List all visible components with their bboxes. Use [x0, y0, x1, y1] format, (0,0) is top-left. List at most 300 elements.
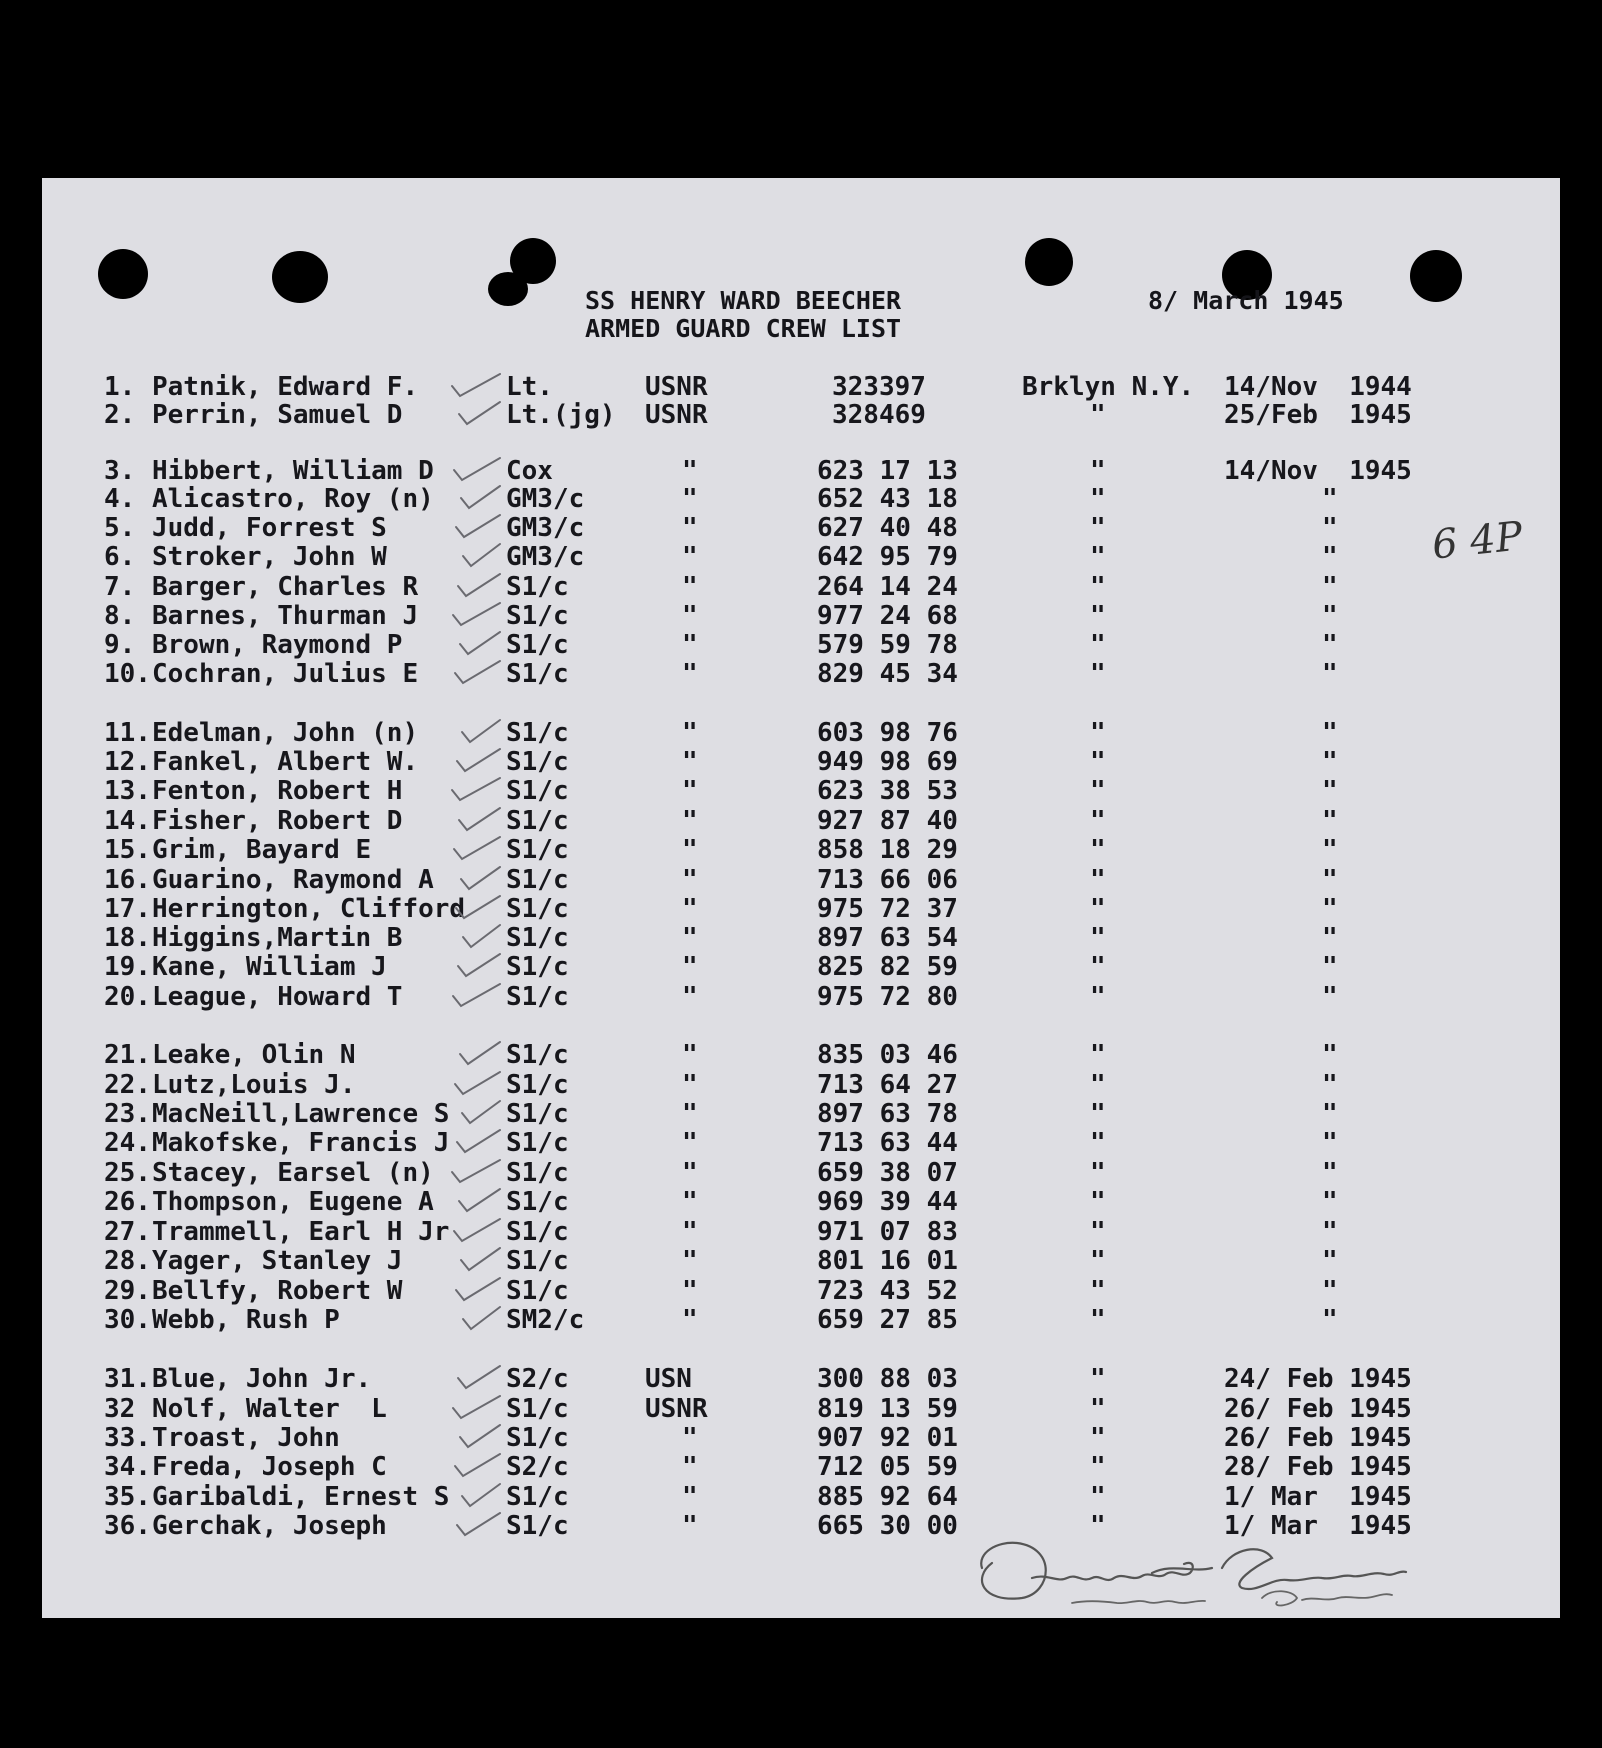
crew-date: 14/Nov 1944 [1224, 372, 1412, 402]
crew-service: " [682, 1452, 698, 1482]
row-number: 9. [104, 630, 136, 660]
crew-rate: GM3/c [506, 542, 585, 572]
crew-name: Patnik, Edward F. [152, 372, 419, 402]
crew-serial: 264 14 24 [817, 572, 958, 602]
row-number: 21. [104, 1040, 151, 1070]
crew-date: " [1322, 1040, 1338, 1070]
crew-serial: 897 63 54 [817, 923, 958, 953]
crew-row [42, 718, 1560, 748]
crew-date: 1/ Mar 1945 [1224, 1511, 1412, 1541]
check-mark-icon [432, 865, 522, 895]
crew-serial: 323397 [832, 372, 926, 402]
check-mark-icon [432, 1511, 522, 1541]
crew-serial: 713 66 06 [817, 865, 958, 895]
check-mark-icon [432, 718, 522, 748]
check-mark-icon [432, 1070, 522, 1100]
crew-home: " [1090, 1364, 1106, 1394]
crew-name: Gerchak, Joseph [152, 1511, 387, 1541]
crew-row [42, 1099, 1560, 1129]
crew-service: " [682, 456, 698, 486]
crew-row [42, 513, 1560, 543]
crew-row [42, 601, 1560, 631]
crew-serial: 829 45 34 [817, 659, 958, 689]
crew-date: " [1322, 513, 1338, 543]
ship-title: SS HENRY WARD BEECHER [585, 286, 902, 315]
crew-name: Webb, Rush P [152, 1305, 340, 1335]
crew-serial: 627 40 48 [817, 513, 958, 543]
crew-serial: 328469 [832, 400, 926, 430]
crew-rate: S1/c [506, 747, 569, 777]
crew-row [42, 835, 1560, 865]
crew-service: USN [645, 1364, 692, 1394]
crew-serial: 623 17 13 [817, 456, 958, 486]
check-mark-icon [432, 776, 522, 806]
row-number: 30. [104, 1305, 151, 1335]
crew-home: " [1090, 659, 1106, 689]
crew-date: " [1322, 1217, 1338, 1247]
check-mark-icon [432, 1187, 522, 1217]
row-number: 18. [104, 923, 151, 953]
crew-serial: 971 07 83 [817, 1217, 958, 1247]
crew-home: " [1090, 747, 1106, 777]
row-number: 22. [104, 1070, 151, 1100]
crew-home: " [1090, 1158, 1106, 1188]
crew-service: " [682, 952, 698, 982]
crew-service: " [682, 747, 698, 777]
check-mark-icon [432, 1305, 522, 1335]
crew-service: " [682, 982, 698, 1012]
crew-service: " [682, 1187, 698, 1217]
crew-serial: 907 92 01 [817, 1423, 958, 1453]
crew-serial: 801 16 01 [817, 1246, 958, 1276]
crew-home: " [1090, 718, 1106, 748]
row-number: 29. [104, 1276, 151, 1306]
row-number: 6. [104, 542, 136, 572]
crew-name: Cochran, Julius E [152, 659, 419, 689]
row-number: 19. [104, 952, 151, 982]
crew-name: Fenton, Robert H [152, 776, 403, 806]
crew-home: " [1090, 1276, 1106, 1306]
crew-serial: 858 18 29 [817, 835, 958, 865]
crew-service: " [682, 513, 698, 543]
check-mark-icon [432, 572, 522, 602]
crew-row [42, 400, 1560, 430]
crew-rate: S1/c [506, 1099, 569, 1129]
crew-name: Trammell, Earl H Jr [152, 1217, 450, 1247]
crew-row [42, 1394, 1560, 1424]
crew-date: 26/ Feb 1945 [1224, 1423, 1412, 1453]
crew-serial: 659 27 85 [817, 1305, 958, 1335]
crew-serial: 975 72 37 [817, 894, 958, 924]
crew-service: " [682, 1423, 698, 1453]
crew-date: " [1322, 747, 1338, 777]
row-number: 11. [104, 718, 151, 748]
check-mark-icon [432, 601, 522, 631]
crew-home: " [1090, 1040, 1106, 1070]
list-title: ARMED GUARD CREW LIST [585, 314, 902, 343]
crew-row [42, 865, 1560, 895]
crew-rate: S1/c [506, 572, 569, 602]
crew-row [42, 456, 1560, 486]
crew-home: " [1090, 1452, 1106, 1482]
crew-rate: S1/c [506, 923, 569, 953]
crew-rate: S1/c [506, 952, 569, 982]
crew-date: " [1322, 923, 1338, 953]
crew-rate: S1/c [506, 718, 569, 748]
check-mark-icon [432, 1217, 522, 1247]
crew-home: " [1090, 806, 1106, 836]
check-mark-icon [432, 1128, 522, 1158]
crew-rate: S1/c [506, 630, 569, 660]
crew-service: " [682, 1128, 698, 1158]
row-number: 12. [104, 747, 151, 777]
crew-date: " [1322, 1276, 1338, 1306]
crew-rate: S1/c [506, 1040, 569, 1070]
crew-serial: 659 38 07 [817, 1158, 958, 1188]
check-mark-icon [432, 400, 522, 430]
crew-rate: S1/c [506, 1217, 569, 1247]
row-number: 8. [104, 601, 136, 631]
crew-row [42, 1187, 1560, 1217]
crew-serial: 949 98 69 [817, 747, 958, 777]
row-number: 28. [104, 1246, 151, 1276]
crew-serial: 642 95 79 [817, 542, 958, 572]
crew-name: Leake, Olin N [152, 1040, 356, 1070]
crew-service: " [682, 601, 698, 631]
crew-date: " [1322, 806, 1338, 836]
crew-home: " [1090, 484, 1106, 514]
crew-service: " [682, 806, 698, 836]
crew-home: " [1090, 894, 1106, 924]
crew-date: " [1322, 1099, 1338, 1129]
crew-rate: GM3/c [506, 513, 585, 543]
crew-home: " [1090, 1305, 1106, 1335]
row-number: 7. [104, 572, 136, 602]
crew-row [42, 659, 1560, 689]
punch-hole [1410, 250, 1462, 302]
check-mark-icon [432, 835, 522, 865]
check-mark-icon [432, 1276, 522, 1306]
crew-service: " [682, 1099, 698, 1129]
crew-rate: S1/c [506, 865, 569, 895]
row-number: 25. [104, 1158, 151, 1188]
check-mark-icon [432, 806, 522, 836]
check-mark-icon [432, 659, 522, 689]
crew-name: Guarino, Raymond A [152, 865, 434, 895]
crew-row [42, 1128, 1560, 1158]
crew-name: Edelman, John (n) [152, 718, 419, 748]
crew-row [42, 1070, 1560, 1100]
crew-service: " [682, 1217, 698, 1247]
crew-date: " [1322, 659, 1338, 689]
crew-service: USNR [645, 372, 708, 402]
crew-date: 28/ Feb 1945 [1224, 1452, 1412, 1482]
crew-date: " [1322, 630, 1338, 660]
crew-home: " [1090, 1099, 1106, 1129]
crew-service: " [682, 1511, 698, 1541]
crew-serial: 652 43 18 [817, 484, 958, 514]
crew-row [42, 1040, 1560, 1070]
crew-serial: 713 64 27 [817, 1070, 958, 1100]
check-mark-icon [432, 513, 522, 543]
list-date: 8/ March 1945 [1148, 286, 1344, 315]
crew-home: " [1090, 601, 1106, 631]
crew-name: Troast, John [152, 1423, 340, 1453]
crew-name: MacNeill,Lawrence S [152, 1099, 450, 1129]
crew-serial: 665 30 00 [817, 1511, 958, 1541]
check-mark-icon [432, 630, 522, 660]
crew-date: " [1322, 542, 1338, 572]
crew-rate: S1/c [506, 1246, 569, 1276]
row-number: 2. [104, 400, 136, 430]
crew-service: " [682, 1305, 698, 1335]
crew-home: " [1090, 1482, 1106, 1512]
check-mark-icon [432, 456, 522, 486]
crew-name: Stroker, John W [152, 542, 387, 572]
crew-rate: S1/c [506, 1187, 569, 1217]
crew-name: Herrington, Clifford [152, 894, 466, 924]
row-number: 27. [104, 1217, 151, 1247]
crew-rate: S1/c [506, 1128, 569, 1158]
crew-name: Barnes, Thurman J [152, 601, 419, 631]
crew-serial: 300 88 03 [817, 1364, 958, 1394]
crew-serial: 579 59 78 [817, 630, 958, 660]
crew-rate: S1/c [506, 894, 569, 924]
crew-service: USNR [645, 400, 708, 430]
crew-service: " [682, 865, 698, 895]
crew-row [42, 1158, 1560, 1188]
crew-serial: 825 82 59 [817, 952, 958, 982]
crew-service: " [682, 542, 698, 572]
row-number: 16. [104, 865, 151, 895]
crew-date: " [1322, 572, 1338, 602]
crew-date: " [1322, 1128, 1338, 1158]
check-mark-icon [432, 1158, 522, 1188]
crew-date: " [1322, 1305, 1338, 1335]
punch-hole [1025, 238, 1073, 286]
crew-row [42, 806, 1560, 836]
check-mark-icon [432, 1099, 522, 1129]
punch-hole [488, 272, 528, 306]
crew-home: " [1090, 400, 1106, 430]
crew-rate: S1/c [506, 1394, 569, 1424]
crew-home: Brklyn N.Y. [1022, 372, 1195, 402]
crew-name: Alicastro, Roy (n) [152, 484, 434, 514]
crew-home: " [1090, 1511, 1106, 1541]
crew-rate: Cox [506, 456, 553, 486]
crew-home: " [1090, 542, 1106, 572]
crew-row [42, 923, 1560, 953]
crew-name: Fisher, Robert D [152, 806, 403, 836]
crew-service: " [682, 1040, 698, 1070]
crew-serial: 712 05 59 [817, 1452, 958, 1482]
margin-note: 6 4P [1429, 513, 1525, 569]
row-number: 15. [104, 835, 151, 865]
crew-service: " [682, 484, 698, 514]
punch-hole [272, 251, 328, 303]
crew-rate: S2/c [506, 1364, 569, 1394]
crew-rate: S1/c [506, 659, 569, 689]
crew-date: " [1322, 1246, 1338, 1276]
crew-date: " [1322, 601, 1338, 631]
crew-row [42, 1217, 1560, 1247]
crew-home: " [1090, 513, 1106, 543]
crew-rate: S1/c [506, 1423, 569, 1453]
crew-home: " [1090, 776, 1106, 806]
crew-rate: S2/c [506, 1452, 569, 1482]
crew-name: Higgins,Martin B [152, 923, 403, 953]
crew-rate: S1/c [506, 1158, 569, 1188]
crew-name: Blue, John Jr. [152, 1364, 372, 1394]
row-number: 35. [104, 1482, 151, 1512]
crew-rate: S1/c [506, 806, 569, 836]
check-mark-icon [432, 1040, 522, 1070]
punch-hole [98, 249, 148, 299]
crew-rate: S1/c [506, 1070, 569, 1100]
crew-service: " [682, 776, 698, 806]
crew-name: Fankel, Albert W. [152, 747, 419, 777]
crew-list-page [42, 178, 1560, 1618]
check-mark-icon [432, 542, 522, 572]
crew-name: Thompson, Eugene A [152, 1187, 434, 1217]
check-mark-icon [432, 747, 522, 777]
crew-service: " [682, 923, 698, 953]
check-mark-icon [432, 484, 522, 514]
crew-name: Stacey, Earsel (n) [152, 1158, 434, 1188]
crew-rate: GM3/c [506, 484, 585, 514]
crew-service: " [682, 630, 698, 660]
crew-service: " [682, 718, 698, 748]
crew-row [42, 1276, 1560, 1306]
crew-date: 14/Nov 1945 [1224, 456, 1412, 486]
crew-service: " [682, 835, 698, 865]
row-number: 14. [104, 806, 151, 836]
check-mark-icon [432, 1423, 522, 1453]
row-number: 24. [104, 1128, 151, 1158]
crew-name: Hibbert, William D [152, 456, 434, 486]
crew-serial: 835 03 46 [817, 1040, 958, 1070]
crew-name: Bellfy, Robert W [152, 1276, 403, 1306]
crew-serial: 713 63 44 [817, 1128, 958, 1158]
row-number: 20. [104, 982, 151, 1012]
crew-serial: 977 24 68 [817, 601, 958, 631]
signature [962, 1508, 1482, 1628]
crew-name: League, Howard T [152, 982, 403, 1012]
crew-row [42, 776, 1560, 806]
crew-service: " [682, 1276, 698, 1306]
crew-rate: S1/c [506, 601, 569, 631]
crew-date: " [1322, 1070, 1338, 1100]
crew-serial: 897 63 78 [817, 1099, 958, 1129]
crew-serial: 969 39 44 [817, 1187, 958, 1217]
row-number: 17. [104, 894, 151, 924]
crew-row [42, 372, 1560, 402]
crew-name: Perrin, Samuel D [152, 400, 403, 430]
crew-name: Brown, Raymond P [152, 630, 403, 660]
crew-home: " [1090, 952, 1106, 982]
crew-name: Nolf, Walter L [152, 1394, 387, 1424]
crew-rate: SM2/c [506, 1305, 585, 1335]
crew-rate: S1/c [506, 1482, 569, 1512]
crew-name: Lutz,Louis J. [152, 1070, 356, 1100]
check-mark-icon [432, 982, 522, 1012]
row-number: 4. [104, 484, 136, 514]
crew-rate: S1/c [506, 1511, 569, 1541]
crew-date: " [1322, 1158, 1338, 1188]
crew-row [42, 572, 1560, 602]
crew-serial: 819 13 59 [817, 1394, 958, 1424]
crew-rate: Lt. [506, 372, 553, 402]
crew-name: Barger, Charles R [152, 572, 419, 602]
crew-home: " [1090, 572, 1106, 602]
crew-home: " [1090, 865, 1106, 895]
crew-serial: 723 43 52 [817, 1276, 958, 1306]
crew-rate: S1/c [506, 776, 569, 806]
crew-date: " [1322, 484, 1338, 514]
crew-row [42, 1364, 1560, 1394]
check-mark-icon [432, 1364, 522, 1394]
check-mark-icon [432, 1482, 522, 1512]
row-number: 1. [104, 372, 136, 402]
crew-home: " [1090, 1070, 1106, 1100]
crew-date: " [1322, 718, 1338, 748]
crew-service: " [682, 572, 698, 602]
crew-date: 24/ Feb 1945 [1224, 1364, 1412, 1394]
crew-date: 26/ Feb 1945 [1224, 1394, 1412, 1424]
crew-serial: 975 72 80 [817, 982, 958, 1012]
crew-rate: S1/c [506, 982, 569, 1012]
row-number: 34. [104, 1452, 151, 1482]
crew-date: " [1322, 952, 1338, 982]
crew-name: Makofske, Francis J [152, 1128, 450, 1158]
crew-service: " [682, 894, 698, 924]
crew-name: Freda, Joseph C [152, 1452, 387, 1482]
check-mark-icon [432, 952, 522, 982]
crew-home: " [1090, 1394, 1106, 1424]
crew-service: " [682, 1158, 698, 1188]
crew-row [42, 1246, 1560, 1276]
crew-serial: 623 38 53 [817, 776, 958, 806]
row-number: 23. [104, 1099, 151, 1129]
crew-rate: S1/c [506, 835, 569, 865]
crew-date: " [1322, 1187, 1338, 1217]
crew-row [42, 894, 1560, 924]
crew-name: Yager, Stanley J [152, 1246, 403, 1276]
crew-row [42, 982, 1560, 1012]
crew-row [42, 542, 1560, 572]
crew-row [42, 1452, 1560, 1482]
crew-serial: 927 87 40 [817, 806, 958, 836]
crew-home: " [1090, 456, 1106, 486]
crew-name: Judd, Forrest S [152, 513, 387, 543]
crew-rate: S1/c [506, 1276, 569, 1306]
row-number: 32 [104, 1394, 136, 1424]
row-number: 5. [104, 513, 136, 543]
check-mark-icon [432, 894, 522, 924]
row-number: 13. [104, 776, 151, 806]
row-number: 31. [104, 1364, 151, 1394]
check-mark-icon [432, 1394, 522, 1424]
crew-date: " [1322, 894, 1338, 924]
crew-row [42, 630, 1560, 660]
crew-date: " [1322, 865, 1338, 895]
check-mark-icon [432, 372, 522, 402]
crew-home: " [1090, 1128, 1106, 1158]
crew-name: Grim, Bayard E [152, 835, 372, 865]
crew-home: " [1090, 1187, 1106, 1217]
crew-date: " [1322, 835, 1338, 865]
crew-date: 1/ Mar 1945 [1224, 1482, 1412, 1512]
